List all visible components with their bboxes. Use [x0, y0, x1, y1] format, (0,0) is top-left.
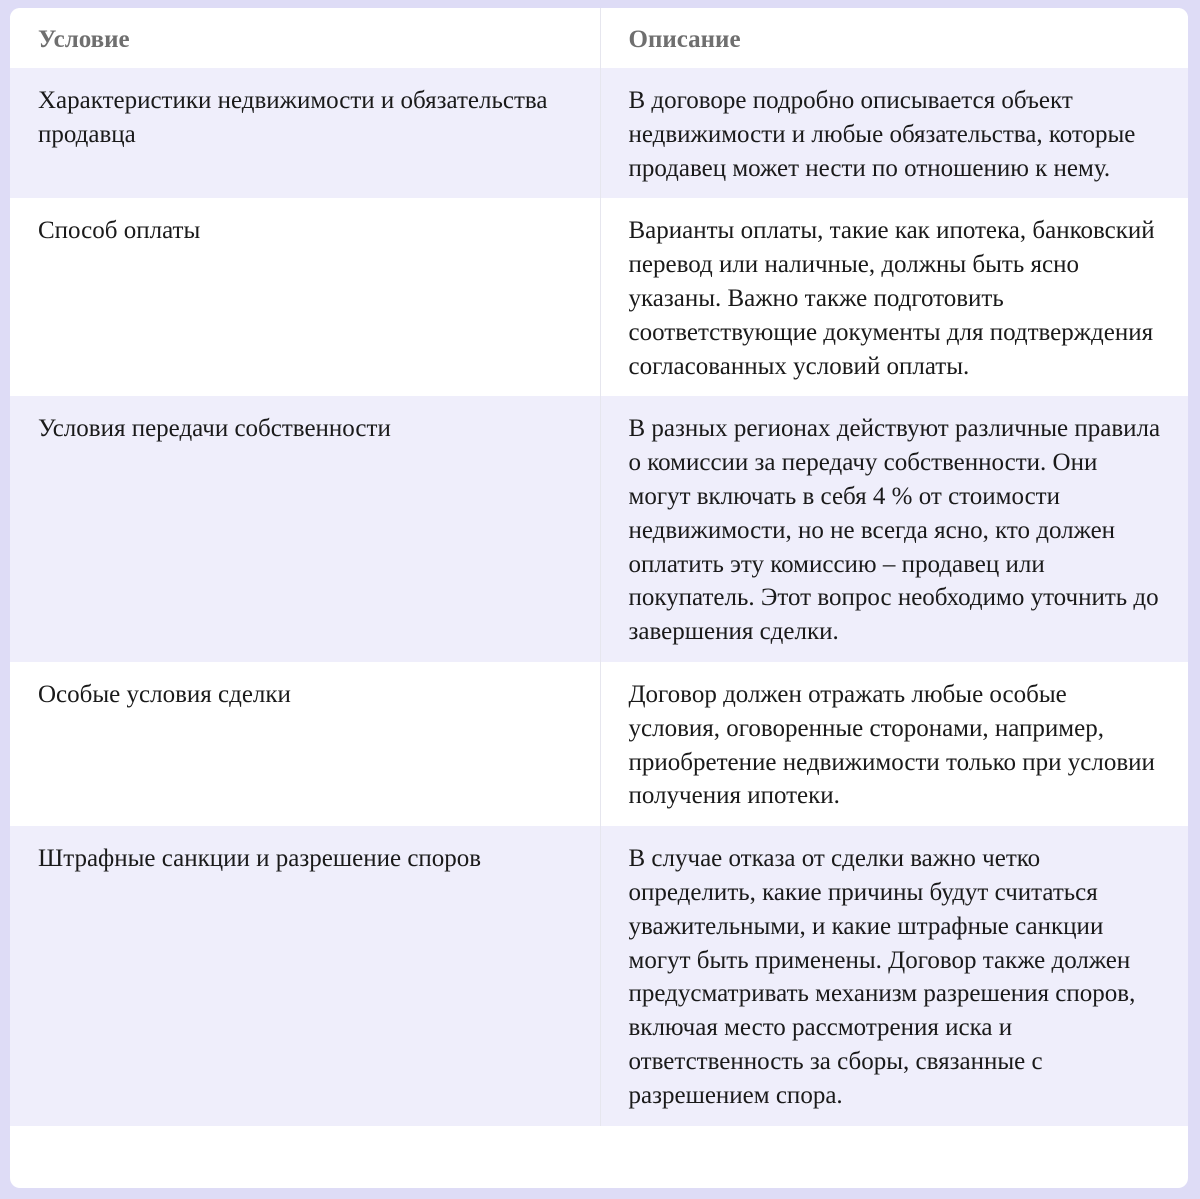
row-description: В договоре подробно описывается объект недвижимости и любые обязательства, которые продавец может нести по отношению к нему. [600, 68, 1188, 198]
row-condition: Штрафные санкции и разрешение споров [10, 826, 600, 1125]
header-condition: Условие [10, 8, 600, 68]
row-description: Договор должен отражать любые особые условия, оговоренные сторонами, например, приобретение недвижимости только при условии получения ипотеки. [600, 662, 1188, 826]
row-condition: Особые условия сделки [10, 662, 600, 826]
conditions-table-card [10, 8, 1188, 1188]
row-description: В разных регионах действуют различные правила о комиссии за передачу собственности. Они могут включать в себя 4 % от стоимости недвижимости, но не всегда ясно, кто должен оплатить эту комиссию – продавец или покупатель. Этот вопрос необходимо уточнить до завершения сделки. [600, 396, 1188, 662]
row-condition: Характеристики недвижимости и обязательства продавца [10, 68, 600, 198]
row-condition: Способ оплаты [10, 198, 600, 396]
table-row [10, 68, 1188, 198]
table-row [10, 662, 1188, 826]
row-description: Варианты оплаты, такие как ипотека, банковский перевод или наличные, должны быть ясно указаны. Важно также подготовить соответствующие документы для подтверждения согласованных условий оплаты. [600, 198, 1188, 396]
table-row [10, 396, 1188, 662]
row-condition: Условия передачи собственности [10, 396, 600, 662]
table-row [10, 198, 1188, 396]
conditions-table [10, 8, 1188, 1126]
row-description: В случае отказа от сделки важно четко определить, какие причины будут считаться уважительными, и какие штрафные санкции могут быть применены. Договор также должен предусматривать механизм разрешения споров, включая место рассмотрения иска и ответственность за сборы, связанные с разрешением спора. [600, 826, 1188, 1125]
header-description: Описание [600, 8, 1188, 68]
table-header-row [10, 8, 1188, 68]
table-row [10, 826, 1188, 1125]
